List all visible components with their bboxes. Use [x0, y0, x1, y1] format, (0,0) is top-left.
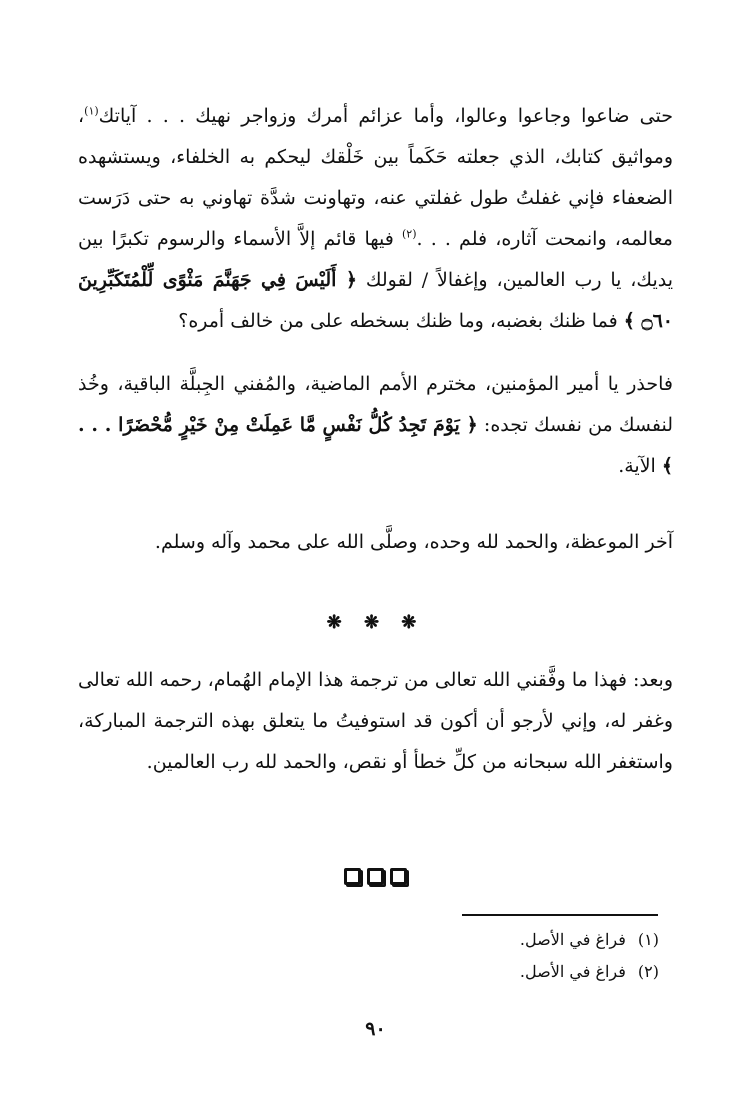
footnote-2-text: فراغ في الأصل.: [519, 962, 626, 981]
footnote-1-text: فراغ في الأصل.: [519, 930, 626, 949]
warning-text-b: الآية.: [618, 455, 662, 477]
quran-verse-2: ﴿ يَوْمَ تَجِدُ كُلُّ نَفْسٍ مَّا عَمِلَتْ مِنْ خَيْرٍ مُّحْضَرًا . . . ﴾: [78, 414, 673, 477]
footnote-1-number: (١): [637, 930, 659, 949]
footnote-divider: [462, 914, 658, 916]
paragraph-closing: آخر الموعظة، والحمد لله وحده، وصلَّى الله على محمد وآله وسلم.: [154, 531, 673, 553]
end-of-chapter-ornament: [0, 868, 751, 885]
section-separator: ❋ ❋ ❋: [326, 612, 425, 633]
sermon-text-b: ، ومواثيق كتابك، الذي جعلته حَكَماً بين خَلْقك ليحكم به الخلفاء، ويستشهده الضعفاء فإني غفلتُ طول غفلتي عنه، وتهاونت شدَّة تهاوني به حتى دَرَست معالمه، وانمحت آثاره، فلم . . .: [78, 105, 673, 250]
warning-text-a: فاحذر يا أمير المؤمنين، مخترم الأمم الماضية، والمُفني الجِبلَّة الباقية، وخُذ لنفسك من نفسك تجده:: [78, 373, 674, 436]
page-number: ٩٠: [365, 1018, 386, 1040]
footnote-2: [520, 962, 659, 981]
ornament-box: [390, 868, 407, 885]
footnote-2-number: (٢): [637, 962, 659, 981]
ornament-box: [367, 868, 384, 885]
ornament-box: [344, 868, 361, 885]
sermon-text-d: فما ظنك بغضبه، وما ظنك بسخطه على من خالف أمره؟: [178, 310, 624, 332]
footnote-ref-1[interactable]: (١): [84, 104, 99, 118]
paragraph-conclusion: وبعد: فهذا ما وفَّقني الله تعالى من ترجمة هذا الإمام الهُمام، رحمه الله تعالى وغفر له، وإني لأرجو أن أكون قد استوفيتُ ما يتعلق بهذه الترجمة المباركة، واستغفر الله سبحانه من كلِّ خطأ أو نقص، والحمد لله رب العالمين.: [78, 669, 673, 773]
sermon-text-a: حتى ضاعوا وجاعوا وعالوا، وأما عزائم أمرك وزواجر نهيك . . . آياتك: [98, 105, 673, 127]
paragraph-sermon-body: [78, 96, 673, 342]
footnote-ref-2[interactable]: (٢): [402, 227, 417, 241]
quran-verse-1: ﴿ أَلَيْسَ فِي جَهَنَّمَ مَثْوًى لِّلْمُتَكَبِّرِينَ ۝٦٠ ﴾: [78, 269, 673, 332]
footnote-1: [520, 930, 659, 949]
paragraph-warning: [78, 364, 673, 487]
sermon-text-c: فيها قائم إلاَّ الأسماء والرسوم تكبرًا بين يديك، يا رب العالمين، وإغفالاً / لقولك: [78, 228, 673, 291]
